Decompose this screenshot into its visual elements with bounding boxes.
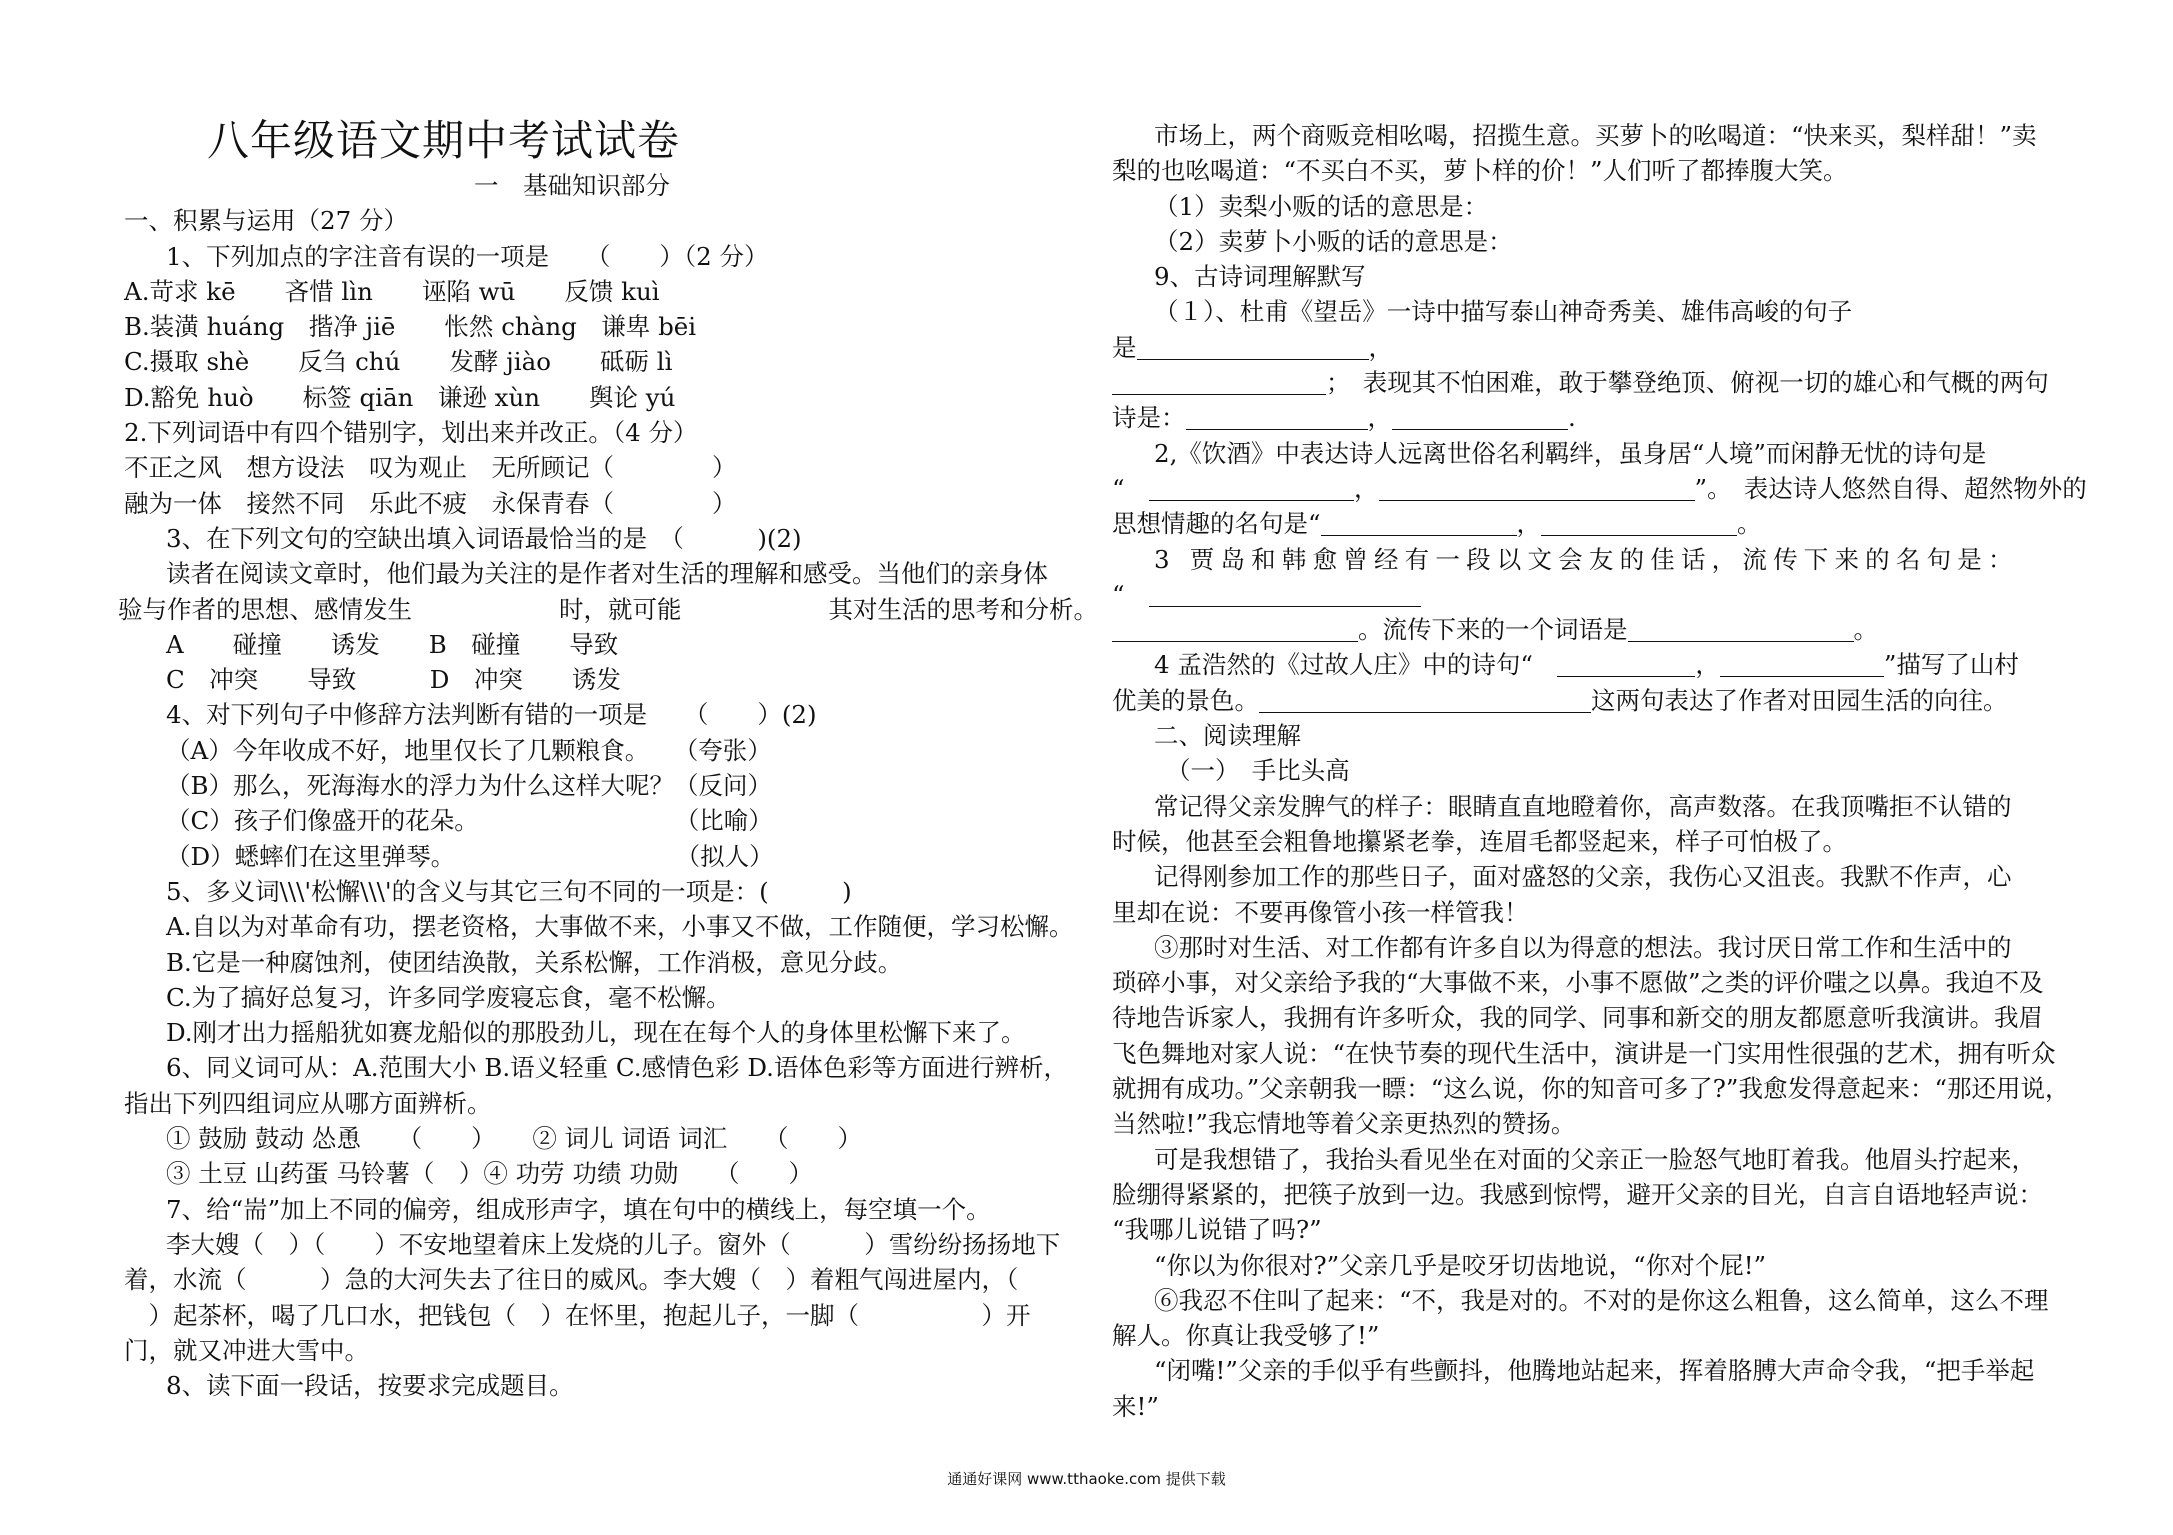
answer-blank[interactable] <box>1259 690 1591 713</box>
q4-option-c: （C）孩子们像盛开的花朵。 （比喻） <box>166 806 773 836</box>
left-column <box>118 116 1098 1403</box>
reading-para-6a: ⑥我忍不住叫了起来：“不，我是对的。不对的是你这么粗鲁，这么简单，这么不理 <box>1154 1285 2049 1315</box>
q3-options-ab: A 碰撞 诱发 B 碰撞 导致 <box>166 629 619 659</box>
answer-blank[interactable] <box>1149 584 1421 607</box>
q3-passage-2: 验与作者的思想、感情发生 时，就可能 其对生活的思考和分析。 <box>118 594 1098 624</box>
reading-para-1a: 常记得父亲发脾气的样子：眼睛直直地瞪着你，高声数落。在我顶嘴拒不认错的 <box>1154 791 2012 821</box>
question-7: 7、给“耑”加上不同的偏旁，组成形声字，填在句中的横线上，每空填一个。 <box>166 1194 991 1224</box>
reading-para-3a: ③那时对生活、对工作都有许多自以为得意的想法。我讨厌日常工作和生活中的 <box>1154 932 2012 962</box>
reading-para-5: “你以为你很对?”父亲几乎是咬牙切齿地说，“你对个屁!” <box>1154 1250 1767 1280</box>
answer-blank[interactable] <box>1557 654 1695 677</box>
answer-blank[interactable] <box>1720 654 1884 677</box>
q5-option-d: D.刚才出力摇船犹如赛龙船似的那股劲儿，现在在每个人的身体里松懈下来了。 <box>166 1018 1026 1048</box>
q9-3-answer-line-2: 。流传下来的一个词语是 。 <box>1112 612 2072 647</box>
reading-para-3d: 飞色舞地对家人说：“在快节奏的现代生活中，演讲是一门实用性很强的艺术，拥有听众 <box>1112 1038 2056 1068</box>
question-5: 5、多义词\\\'松懈\\\'的含义与其它三句不同的一项是：( ) <box>166 876 852 906</box>
q8-sub-1: （1）卖梨小贩的话的意思是： <box>1154 191 1489 221</box>
question-1: 1、下列加点的字注音有误的一项是 （ ）（2 分） <box>166 241 769 271</box>
reading-para-7b: 来!” <box>1112 1391 1159 1421</box>
q9-1-answer-line-3: 诗是： ， . <box>1112 403 1576 433</box>
q1-option-b: B.装潢 huáng 揩净 jiē 怅然 chàng 谦卑 bēi <box>124 312 697 342</box>
q4-option-d: （D）蟋蟀们在这里弹琴。 （拟人） <box>166 841 774 871</box>
q6-row-2: ③ 土豆 山药蛋 马铃薯（ ）④ 功劳 功绩 功勋 （ ） <box>166 1159 813 1189</box>
q9-1-prompt: （１）、杜甫《望岳》一诗中描写泰山神奇秀美、雄伟高峻的句子 <box>1154 297 1853 327</box>
question-6-cont: 指出下列四组词应从哪方面辨析。 <box>124 1088 492 1118</box>
answer-blank[interactable] <box>1541 513 1737 536</box>
answer-blank[interactable] <box>1186 407 1368 430</box>
q5-option-c: C.为了搞好总复习，许多同学废寝忘食，毫不松懈。 <box>166 982 731 1012</box>
q8-sub-2: （2）卖萝卜小贩的话的意思是： <box>1154 226 1513 256</box>
reading-para-6b: 解人。你真让我受够了!” <box>1112 1321 1380 1351</box>
question-2: 2.下列词语中有四个错别字，划出来并改正。（4 分） <box>124 418 698 448</box>
q5-option-a: A.自以为对革命有功，摆老资格，大事做不来，小事又不做，工作随便，学习松懈。 <box>166 912 1074 942</box>
section-heading: 一 基础知识部分 <box>474 171 670 200</box>
q1-option-d: D.豁免 huò 标签 qiān 谦逊 xùn 舆论 yú <box>124 382 676 412</box>
footer-watermark: 通通好课网 www.tthaoke.com 提供下载 <box>947 1470 1226 1488</box>
q6-row-1: ① 鼓励 鼓动 怂恿 （ ） ② 词儿 词语 词汇 （ ） <box>166 1124 862 1154</box>
market-passage-2: 梨的也吆喝道：“不买白不买，萝卜样的价！”人们听了都捧腹大笑。 <box>1112 156 1848 186</box>
section-1-heading: 一、积累与运用（27 分） <box>124 206 408 236</box>
answer-blank[interactable] <box>1628 619 1854 642</box>
question-3: 3、在下列文句的空缺出填入词语最恰当的是 （ )(2) <box>166 523 802 553</box>
q9-4-answer-line: 优美的景色。 这两句表达了作者对田园生活的向往。 <box>1112 685 2008 715</box>
question-8: 8、读下面一段话，按要求完成题目。 <box>166 1371 574 1401</box>
q3-options-cd: C 冲突 导致 D 冲突 诱发 <box>166 665 621 695</box>
reading-para-3b: 琐碎小事，对父亲给予我的“大事做不来，小事不愿做”之类的评价嗤之以鼻。我迫不及 <box>1112 968 2044 998</box>
page-title: 八年级语文期中考试试卷 <box>207 116 681 165</box>
q7-passage-3: ）起茶杯，喝了几口水，把钱包（ ）在怀里，抱起儿子，一脚（ ）开 <box>124 1300 1031 1330</box>
section-2-heading: 二、阅读理解 <box>1154 721 1301 751</box>
question-6: 6、同义词可从：A.范围大小 B.语义轻重 C.感情色彩 D.语体色彩等方面进行辨析， <box>166 1053 1068 1083</box>
answer-blank[interactable] <box>1112 372 1326 395</box>
reading-title: （一） 手比头高 <box>1166 756 1350 786</box>
q9-3-prompt: 3 贾岛和韩愈曾经有一段以文会友的佳话，流传下来的名句是： <box>1154 544 2019 574</box>
reading-para-2b: 里却在说：不要再像管小孩一样管我！ <box>1112 897 1529 927</box>
answer-blank[interactable] <box>1112 619 1358 642</box>
q1-option-c: C.摄取 shè 反刍 chú 发酵 jiào 砥砺 lì <box>124 347 673 377</box>
reading-para-3c: 待地告诉家人，我拥有许多听众，我的同学、同事和新交的朋友都愿意听我演讲。我眉 <box>1112 1003 2043 1033</box>
q9-1-answer-line-2: ； 表现其不怕困难，敢于攀登绝顶、俯视一切的雄心和气概的两句 <box>1112 365 2072 400</box>
reading-para-4a: 可是我想错了，我抬头看见坐在对面的父亲正一脸怒气地盯着我。他眉头拧起来， <box>1154 1144 2036 1174</box>
q7-passage-2: 着，水流（ ）急的大河失去了往日的威风。李大嫂（ ）着粗气闯进屋内，（ <box>124 1265 1068 1295</box>
q9-3-answer-line: “ <box>1112 577 2072 612</box>
q7-passage-4: 门，就又冲进大雪中。 <box>124 1335 369 1365</box>
q9-4-prompt: 4 孟浩然的《过故人庄》中的诗句“ ， ”描写了山村 <box>1154 650 2019 680</box>
reading-para-2a: 记得刚参加工作的那些日子，面对盛怒的父亲，我伤心又沮丧。我默不作声，心 <box>1154 862 2012 892</box>
reading-para-7a: “闭嘴!”父亲的手似乎有些颤抖，他腾地站起来，挥着胳膊大声命令我，“把手举起 <box>1154 1356 2035 1386</box>
q2-row-1: 不正之风 想方设法 叹为观止 无所顾记（ ） <box>124 453 737 483</box>
answer-blank[interactable] <box>1392 407 1568 430</box>
question-4: 4、对下列句子中修辞方法判断有错的一项是 （ ）(2) <box>166 700 817 730</box>
q5-option-b: B.它是一种腐蚀剂，使团结涣散，关系松懈，工作消极，意见分歧。 <box>166 947 903 977</box>
reading-para-4b: 脸绷得紧紧的，把筷子放到一边。我感到惊愕，避开父亲的目光，自言自语地轻声说： <box>1112 1179 2043 1209</box>
answer-blank[interactable] <box>1379 478 1695 501</box>
answer-blank[interactable] <box>1149 478 1354 501</box>
reading-para-3f: 当然啦!”我忘情地等着父亲更热烈的赞扬。 <box>1112 1109 1576 1139</box>
reading-para-1b: 时候，他甚至会粗鲁地攥紧老拳，连眉毛都竖起来，样子可怕极了。 <box>1112 826 1847 856</box>
q7-passage-1: 李大嫂（ ）（ ）不安地望着床上发烧的儿子。窗外（ ）雪纷纷扬扬地下 <box>166 1229 1061 1259</box>
q4-option-a: （A）今年收成不好，地里仅长了几颗粮食。 （夸张） <box>166 735 772 765</box>
q3-passage-1: 读者在阅读文章时，他们最为关注的是作者对生活的理解和感受。当他们的亲身体 <box>166 559 1048 589</box>
answer-blank[interactable] <box>1137 337 1369 360</box>
q9-2-answer-line: “ ， ”。 表达诗人悠然自得、超然物外的 <box>1112 473 2087 503</box>
market-passage-1: 市场上，两个商贩竞相吆喝，招揽生意。买萝卜的吆喝道：“快来买，梨样甜！”卖 <box>1154 121 2037 150</box>
reading-para-3e: 就拥有成功。”父亲朝我一瞟：“这么说，你的知音可多了?”我愈发得意起来：“那还用说， <box>1112 1074 2070 1104</box>
q9-2-prompt: 2,《饮酒》中表达诗人远离世俗名利羁绊，虽身居“人境”而闲静无忧的诗句是 <box>1154 438 1987 468</box>
answer-blank[interactable] <box>1321 513 1517 536</box>
q9-1-answer-line: 是 ， <box>1112 332 1393 362</box>
q2-row-2: 融为一体 接然不同 乐此不疲 永保青春（ ） <box>124 488 737 518</box>
q4-option-b: （B）那么，死海海水的浮力为什么这样大呢？（反问） <box>166 771 773 801</box>
q1-option-a: A.苛求 kē 吝惜 lìn 诬陷 wū 反馈 kuì <box>124 276 660 306</box>
right-column <box>1112 118 2087 1424</box>
question-9: 9、古诗词理解默写 <box>1154 262 1366 292</box>
reading-para-4c: “我哪儿说错了吗?” <box>1112 1215 1322 1245</box>
q9-2-answer-line-2: 思想情趣的名句是“ ， 。 <box>1112 509 1762 539</box>
